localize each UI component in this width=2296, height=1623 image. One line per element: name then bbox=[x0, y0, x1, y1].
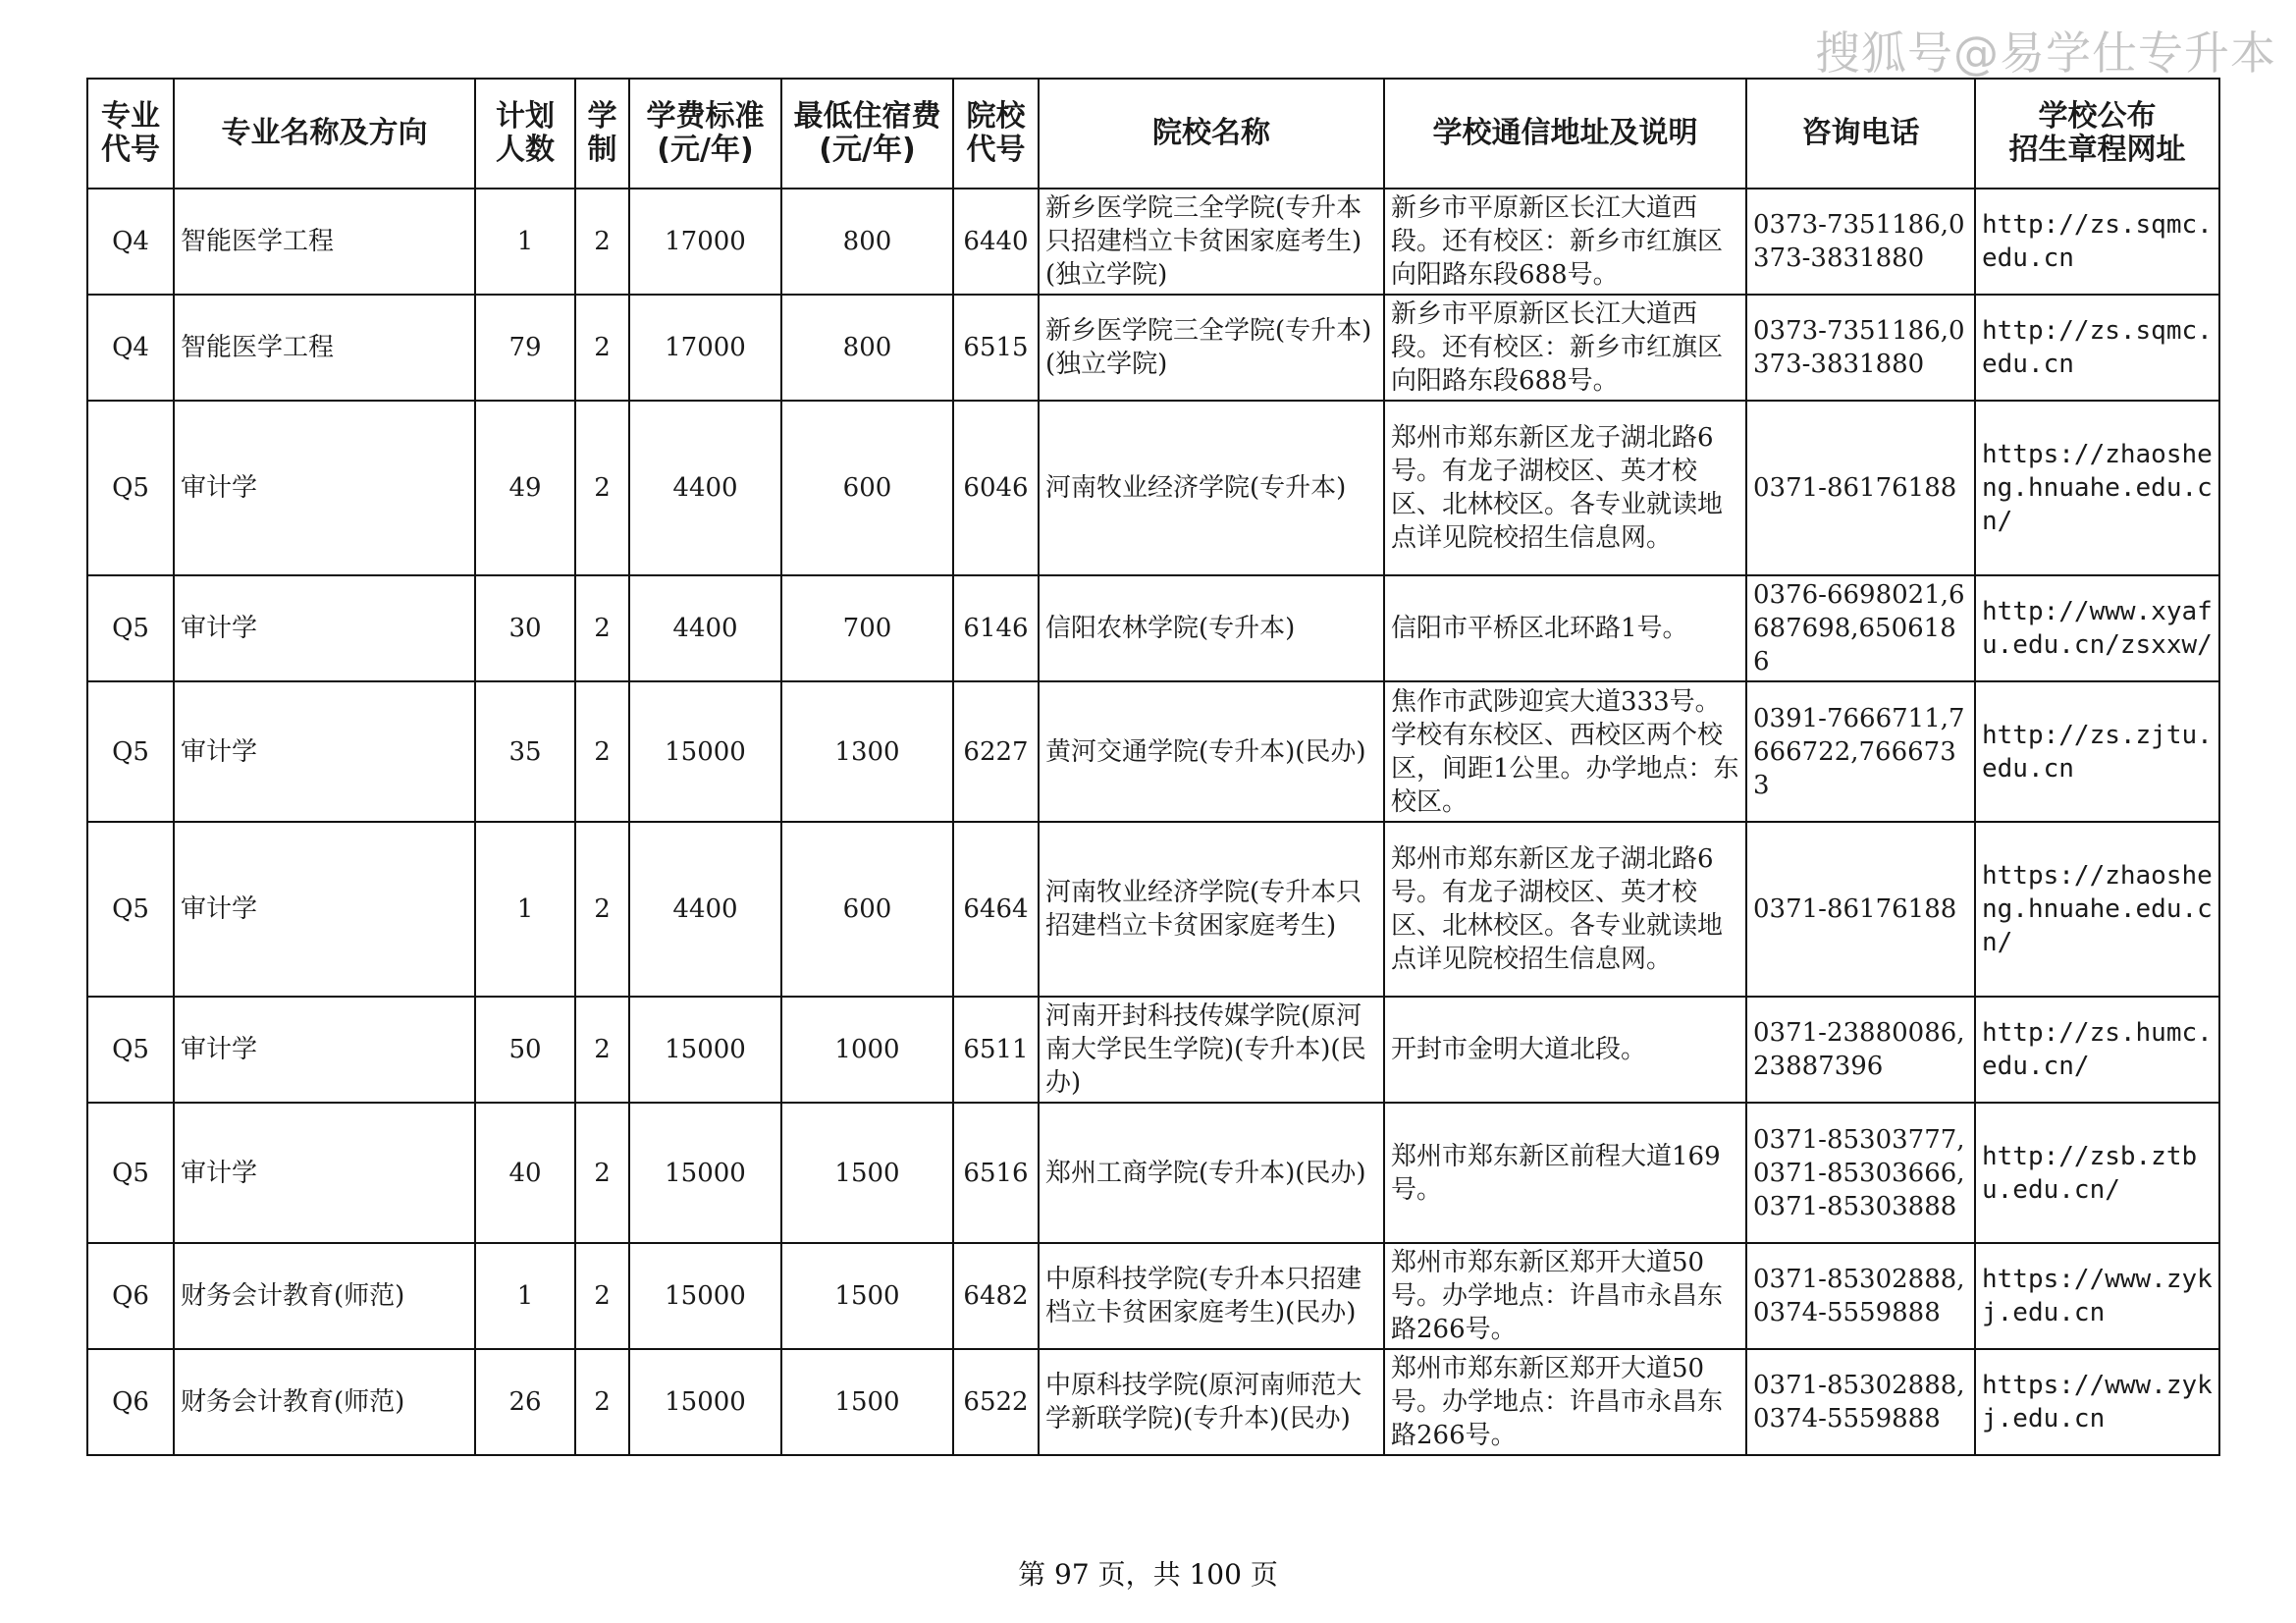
phone-cell: 0391-7666711,7666722,7666733 bbox=[1746, 681, 1975, 822]
header-school-code: 院校 代号 bbox=[953, 79, 1039, 189]
phone-cell: 0371-85302888,0374-5559888 bbox=[1746, 1243, 1975, 1349]
major-name-cell: 智能医学工程 bbox=[174, 295, 475, 401]
school-name-cell: 河南开封科技传媒学院(原河南大学民生学院)(专升本)(民办) bbox=[1039, 997, 1384, 1103]
phone-cell: 0373-7351186,0373-3831880 bbox=[1746, 189, 1975, 295]
plan-count-cell: 40 bbox=[475, 1103, 575, 1243]
address-cell: 新乡市平原新区长江大道西段。还有校区：新乡市红旗区向阳路东段688号。 bbox=[1384, 189, 1746, 295]
header-tuition: 学费标准 (元/年) bbox=[629, 79, 781, 189]
lodging-fee-cell: 600 bbox=[781, 822, 953, 997]
header-row bbox=[87, 79, 2219, 189]
major-name-cell: 审计学 bbox=[174, 822, 475, 997]
address-cell: 郑州市郑东新区龙子湖北路6号。有龙子湖校区、英才校区、北林校区。各专业就读地点详见院校招生信息网。 bbox=[1384, 401, 1746, 575]
lodging-fee-cell: 1500 bbox=[781, 1103, 953, 1243]
page-footer: 第 97 页，共 100 页 bbox=[1018, 1558, 1278, 1591]
years-cell: 2 bbox=[575, 1243, 629, 1349]
plan-count-cell: 50 bbox=[475, 997, 575, 1103]
table-row bbox=[87, 401, 2219, 575]
tuition-cell: 17000 bbox=[629, 189, 781, 295]
tuition-cell: 4400 bbox=[629, 401, 781, 575]
tuition-cell: 17000 bbox=[629, 295, 781, 401]
major-name-cell: 财务会计教育(师范) bbox=[174, 1349, 475, 1455]
plan-count-cell: 1 bbox=[475, 822, 575, 997]
years-cell: 2 bbox=[575, 575, 629, 681]
url-cell[interactable]: https://zhaosheng.hnuahe.edu.cn/ bbox=[1975, 822, 2219, 997]
school-name-cell: 河南牧业经济学院(专升本) bbox=[1039, 401, 1384, 575]
tuition-cell: 15000 bbox=[629, 1103, 781, 1243]
tuition-cell: 15000 bbox=[629, 681, 781, 822]
major-name-cell: 智能医学工程 bbox=[174, 189, 475, 295]
major-code-cell: Q4 bbox=[87, 295, 174, 401]
address-cell: 郑州市郑东新区龙子湖北路6号。有龙子湖校区、英才校区、北林校区。各专业就读地点详见院校招生信息网。 bbox=[1384, 822, 1746, 997]
tuition-cell: 15000 bbox=[629, 1243, 781, 1349]
major-name-cell: 审计学 bbox=[174, 1103, 475, 1243]
phone-cell: 0371-23880086,23887396 bbox=[1746, 997, 1975, 1103]
school-code-cell: 6464 bbox=[953, 822, 1039, 997]
major-code-cell: Q5 bbox=[87, 401, 174, 575]
admissions-table bbox=[86, 78, 2220, 1456]
major-code-cell: Q4 bbox=[87, 189, 174, 295]
tuition-cell: 15000 bbox=[629, 997, 781, 1103]
table-row bbox=[87, 575, 2219, 681]
plan-count-cell: 1 bbox=[475, 189, 575, 295]
url-cell[interactable]: https://zhaosheng.hnuahe.edu.cn/ bbox=[1975, 401, 2219, 575]
major-name-cell: 审计学 bbox=[174, 575, 475, 681]
header-url: 学校公布 招生章程网址 bbox=[1975, 79, 2219, 189]
major-name-cell: 审计学 bbox=[174, 681, 475, 822]
school-name-cell: 河南牧业经济学院(专升本只招建档立卡贫困家庭考生) bbox=[1039, 822, 1384, 997]
school-code-cell: 6146 bbox=[953, 575, 1039, 681]
years-cell: 2 bbox=[575, 1103, 629, 1243]
school-code-cell: 6516 bbox=[953, 1103, 1039, 1243]
major-code-cell: Q6 bbox=[87, 1349, 174, 1455]
header-lodging-fee: 最低住宿费 (元/年) bbox=[781, 79, 953, 189]
address-cell: 焦作市武陟迎宾大道333号。学校有东校区、西校区两个校区，间距1公里。办学地点：东校区。 bbox=[1384, 681, 1746, 822]
years-cell: 2 bbox=[575, 1349, 629, 1455]
major-code-cell: Q5 bbox=[87, 997, 174, 1103]
lodging-fee-cell: 800 bbox=[781, 189, 953, 295]
header-major-name: 专业名称及方向 bbox=[174, 79, 475, 189]
major-code-cell: Q5 bbox=[87, 1103, 174, 1243]
lodging-fee-cell: 1000 bbox=[781, 997, 953, 1103]
major-name-cell: 审计学 bbox=[174, 997, 475, 1103]
plan-count-cell: 35 bbox=[475, 681, 575, 822]
phone-cell: 0373-7351186,0373-3831880 bbox=[1746, 295, 1975, 401]
plan-count-cell: 1 bbox=[475, 1243, 575, 1349]
lodging-fee-cell: 1300 bbox=[781, 681, 953, 822]
url-cell[interactable]: http://zs.sqmc.edu.cn bbox=[1975, 295, 2219, 401]
years-cell: 2 bbox=[575, 822, 629, 997]
url-cell[interactable]: http://zs.humc.edu.cn/ bbox=[1975, 997, 2219, 1103]
lodging-fee-cell: 800 bbox=[781, 295, 953, 401]
address-cell: 郑州市郑东新区郑开大道50号。办学地点：许昌市永昌东路266号。 bbox=[1384, 1349, 1746, 1455]
table-row bbox=[87, 189, 2219, 295]
address-cell: 新乡市平原新区长江大道西段。还有校区：新乡市红旗区向阳路东段688号。 bbox=[1384, 295, 1746, 401]
years-cell: 2 bbox=[575, 401, 629, 575]
lodging-fee-cell: 600 bbox=[781, 401, 953, 575]
school-name-cell: 黄河交通学院(专升本)(民办) bbox=[1039, 681, 1384, 822]
phone-cell: 0371-85303777,0371-85303666,0371-85303888 bbox=[1746, 1103, 1975, 1243]
school-name-cell: 郑州工商学院(专升本)(民办) bbox=[1039, 1103, 1384, 1243]
plan-count-cell: 26 bbox=[475, 1349, 575, 1455]
table-row bbox=[87, 1103, 2219, 1243]
major-code-cell: Q5 bbox=[87, 575, 174, 681]
years-cell: 2 bbox=[575, 295, 629, 401]
header-years: 学 制 bbox=[575, 79, 629, 189]
major-code-cell: Q5 bbox=[87, 681, 174, 822]
address-cell: 信阳市平桥区北环路1号。 bbox=[1384, 575, 1746, 681]
school-code-cell: 6227 bbox=[953, 681, 1039, 822]
major-name-cell: 财务会计教育(师范) bbox=[174, 1243, 475, 1349]
table-row bbox=[87, 822, 2219, 997]
school-name-cell: 信阳农林学院(专升本) bbox=[1039, 575, 1384, 681]
school-name-cell: 新乡医学院三全学院(专升本只招建档立卡贫困家庭考生)(独立学院) bbox=[1039, 189, 1384, 295]
major-code-cell: Q5 bbox=[87, 822, 174, 997]
table-row bbox=[87, 1349, 2219, 1455]
lodging-fee-cell: 1500 bbox=[781, 1243, 953, 1349]
header-plan-count: 计划 人数 bbox=[475, 79, 575, 189]
tuition-cell: 4400 bbox=[629, 822, 781, 997]
url-cell[interactable]: http://zs.zjtu.edu.cn bbox=[1975, 681, 2219, 822]
plan-count-cell: 30 bbox=[475, 575, 575, 681]
header-major-code: 专业 代号 bbox=[87, 79, 174, 189]
url-cell[interactable]: http://www.xyafu.edu.cn/zsxxw/ bbox=[1975, 575, 2219, 681]
plan-count-cell: 79 bbox=[475, 295, 575, 401]
school-code-cell: 6440 bbox=[953, 189, 1039, 295]
address-cell: 郑州市郑东新区郑开大道50号。办学地点：许昌市永昌东路266号。 bbox=[1384, 1243, 1746, 1349]
major-name-cell: 审计学 bbox=[174, 401, 475, 575]
url-cell[interactable]: http://zsb.ztbu.edu.cn/ bbox=[1975, 1103, 2219, 1243]
lodging-fee-cell: 1500 bbox=[781, 1349, 953, 1455]
watermark: 搜狐号@易学仕专升本 bbox=[1815, 27, 2276, 80]
phone-cell: 0371-85302888,0374-5559888 bbox=[1746, 1349, 1975, 1455]
plan-count-cell: 49 bbox=[475, 401, 575, 575]
address-cell: 开封市金明大道北段。 bbox=[1384, 997, 1746, 1103]
lodging-fee-cell: 700 bbox=[781, 575, 953, 681]
tuition-cell: 15000 bbox=[629, 1349, 781, 1455]
url-cell[interactable]: https://www.zykj.edu.cn bbox=[1975, 1349, 2219, 1455]
school-code-cell: 6482 bbox=[953, 1243, 1039, 1349]
school-code-cell: 6522 bbox=[953, 1349, 1039, 1455]
phone-cell: 0371-86176188 bbox=[1746, 401, 1975, 575]
header-school-name: 院校名称 bbox=[1039, 79, 1384, 189]
years-cell: 2 bbox=[575, 997, 629, 1103]
table-row bbox=[87, 681, 2219, 822]
tuition-cell: 4400 bbox=[629, 575, 781, 681]
school-name-cell: 中原科技学院(专升本只招建档立卡贫困家庭考生)(民办) bbox=[1039, 1243, 1384, 1349]
table-row bbox=[87, 997, 2219, 1103]
url-cell[interactable]: https://www.zykj.edu.cn bbox=[1975, 1243, 2219, 1349]
school-code-cell: 6511 bbox=[953, 997, 1039, 1103]
school-name-cell: 新乡医学院三全学院(专升本)(独立学院) bbox=[1039, 295, 1384, 401]
address-cell: 郑州市郑东新区前程大道169号。 bbox=[1384, 1103, 1746, 1243]
header-phone: 咨询电话 bbox=[1746, 79, 1975, 189]
school-code-cell: 6515 bbox=[953, 295, 1039, 401]
school-code-cell: 6046 bbox=[953, 401, 1039, 575]
header-address: 学校通信地址及说明 bbox=[1384, 79, 1746, 189]
years-cell: 2 bbox=[575, 189, 629, 295]
years-cell: 2 bbox=[575, 681, 629, 822]
phone-cell: 0376-6698021,6687698,6506186 bbox=[1746, 575, 1975, 681]
table-row bbox=[87, 1243, 2219, 1349]
phone-cell: 0371-86176188 bbox=[1746, 822, 1975, 997]
major-code-cell: Q6 bbox=[87, 1243, 174, 1349]
school-name-cell: 中原科技学院(原河南师范大学新联学院)(专升本)(民办) bbox=[1039, 1349, 1384, 1455]
table-row bbox=[87, 295, 2219, 401]
url-cell[interactable]: http://zs.sqmc.edu.cn bbox=[1975, 189, 2219, 295]
